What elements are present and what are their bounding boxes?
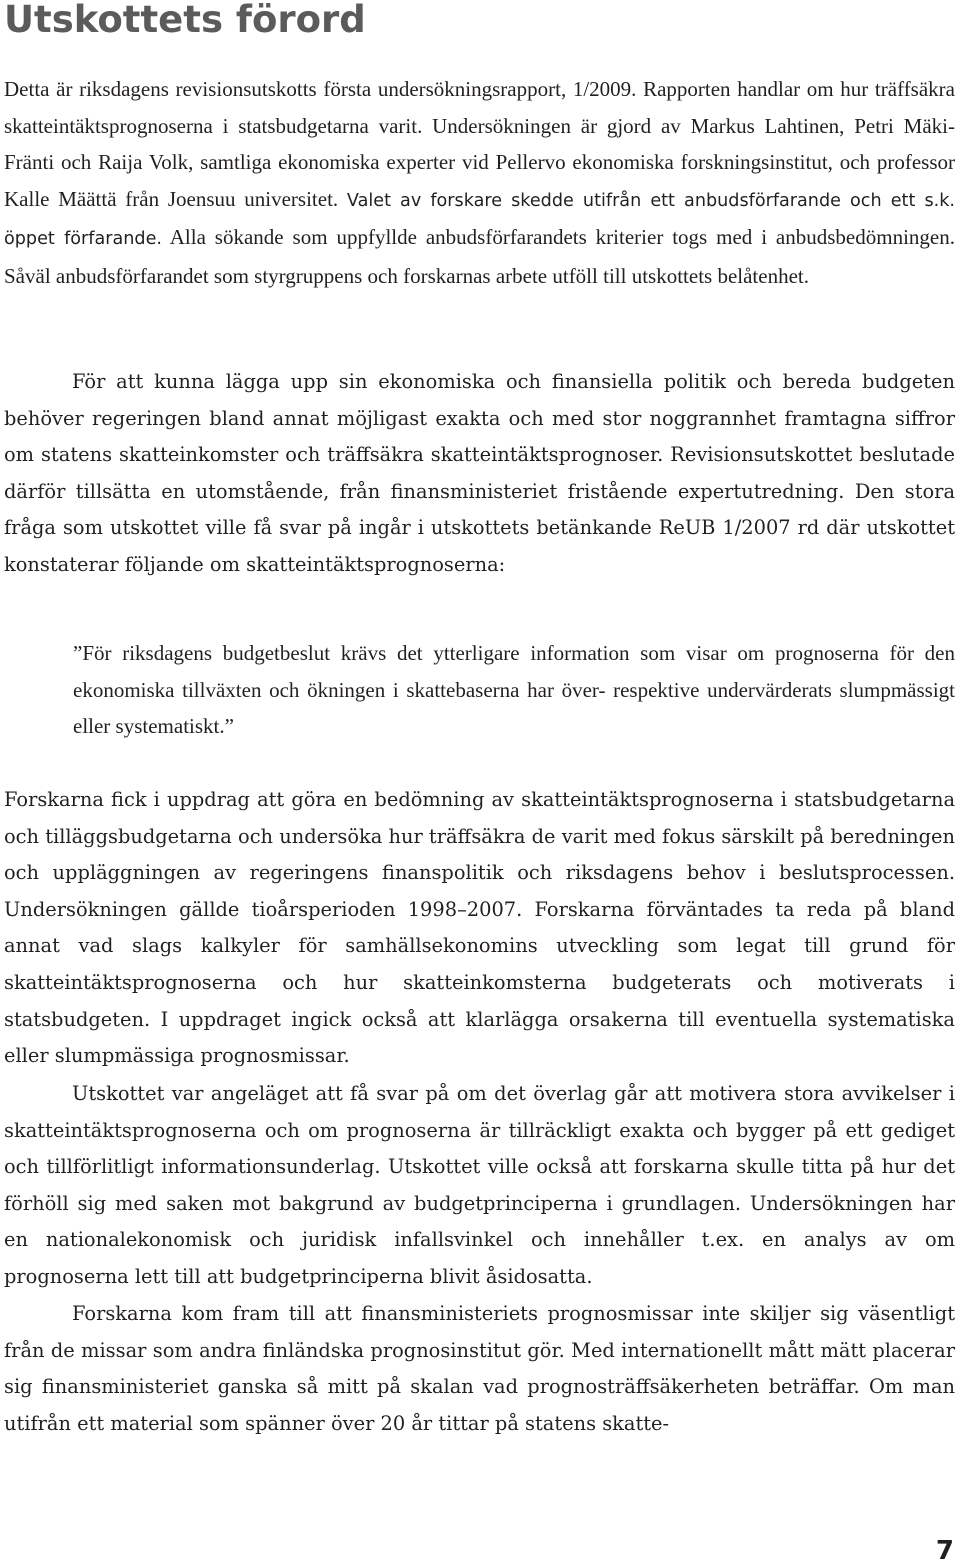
- paragraph-intro: [4, 71, 955, 295]
- page-title: Utskottets förord: [4, 0, 366, 41]
- paragraph-background: För att kunna lägga upp sin ekonomiska och finansiella politik och bereda budgeten behöver regeringen bland annat möjligast exakta och med stor noggrannhet framtagna siffror om statens skatteinkomster och träffsäkra skatteintäktsprognoser. Revisionsutskottet beslutade därför tillsätta en utomstående, från finansministeriet fristående expertutredning. Den stora fråga som utskottet ville få svar på ingår i utskottets betänkande ReUB 1/2007 rd där utskottet konstaterar följande om skatteintäktsprognoserna:: [4, 370, 955, 576]
- paragraph-findings: Forskarna kom fram till att finansministeriets prognosmissar inte skiljer sig väsentligt från de missar som andra finländska prognosinstitut gör. Med internationellt mått mätt placerar sig finansministeriet ganska så mitt på skalan vad prognosträffsäkerheten beträffar. Om man utifrån ett material som spänner över 20 år tittar på statens skatte-: [4, 1302, 955, 1435]
- paragraph-assignment: Forskarna fick i uppdrag att göra en bedömning av skatteintäktsprognoserna i statsbudgetarna och tilläggsbudgetarna och undersöka hur träffsäkra de varit med fokus särskilt på beredningen och uppläggningen av regeringens finanspolitik och riksdagens behov i beslutsprocessen. Undersökningen gällde tioårsperioden 1998–2007. Forskarna förväntades ta reda på bland annat vad slags kalkyler för samhällsekonomins utveckling som legat till grund för skatteintäktsprognoserna och hur skatteinkomsterna budgeterats och motiverats i statsbudgeten. I uppdraget ingick också att klarlägga orsakerna till eventuella systematiska eller slumpmässiga prognosmissar.: [4, 788, 955, 1068]
- paragraph-intro-part-3: Alla sökande som uppfyllde anbudsförfarandets kriterier togs med i anbudsbedömningen. Såväl anbudsförfarandet som styrgruppens och forskarnas arbete utföll till utskottets belåtenhet.: [4, 225, 955, 288]
- paragraph-intro-part-1: Detta är riksdagens revisionsutskotts första undersökningsrapport, 1/2009. Rapporten handlar om hur träffsäkra skatteintäktsprognoserna i statsbudgetarna varit. Undersökningen är gjord av Markus Lahtinen, Petri Mäki-Fränti och Raija Volk, samtliga ekonomiska experter vid Pellervo ekonomiska forskningsinstitut, och professor Kalle Määttä från Joensuu universitet.: [4, 77, 955, 211]
- paragraph-committee-aims: Utskottet var angeläget att få svar på om det överlag går att motivera stora avvikelser i skatteintäktsprognoserna och om prognoserna är tillräckligt exakta och bygger på ett gediget och tillförlitligt informationsunderlag. Utskottet ville också att forskarna skulle titta på hur det förhöll sig med saken mot bakgrund av budgetprinciperna i grundlagen. Undersökningen har en nationalekonomisk och juridisk infallsvinkel och innehåller t.ex. en analys av om prognoserna lett till att budgetprinciperna blivit åsidosatta.: [4, 1082, 955, 1288]
- block-quote: ”För riksdagens budgetbeslut krävs det ytterligare information som visar om prognoserna för den ekonomiska tillväxten och ökningen i skattebaserna har över- respektive undervärderats slumpmässigt eller systematiskt.”: [73, 641, 955, 739]
- page-number: 7: [935, 1536, 954, 1566]
- paragraph-intro-part-2: Valet av forskare skedde utifrån ett anbudsförfarande och ett s.k. öppet förfarande.: [4, 190, 955, 250]
